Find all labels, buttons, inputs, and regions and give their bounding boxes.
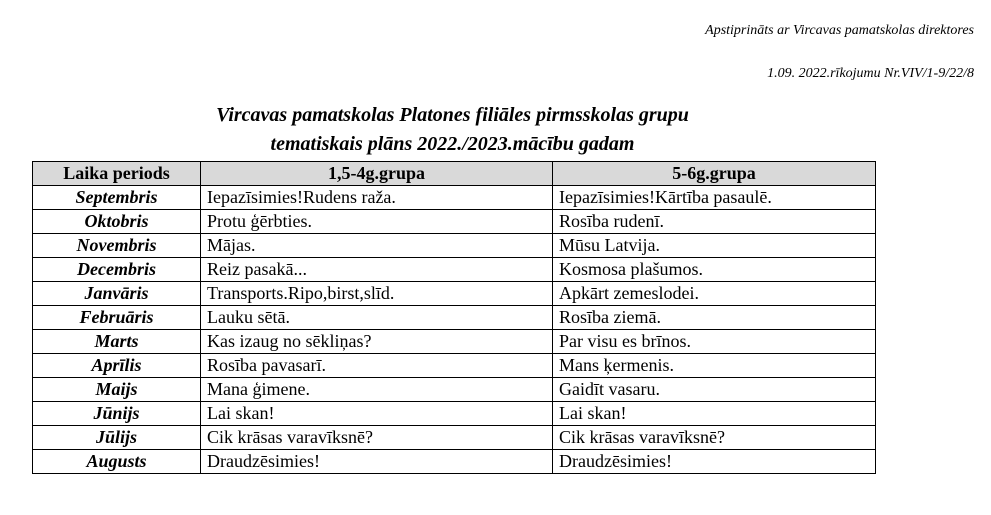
month-cell: Aprīlis — [33, 354, 201, 378]
header-period: Laika periods — [33, 162, 201, 186]
table-row — [33, 330, 876, 354]
document-title-line-1: Vircavas pamatskolas Platones filiāles pirmsskolas grupu — [216, 104, 689, 126]
table-row — [33, 282, 876, 306]
table-row — [33, 306, 876, 330]
topic-cell-group-a: Kas izaug no sēkliņas? — [201, 330, 553, 354]
topic-cell-group-a: Iepazīsimies!Rudens raža. — [201, 186, 553, 210]
month-cell: Februāris — [33, 306, 201, 330]
topic-cell-group-a: Mana ģimene. — [201, 378, 553, 402]
month-cell: Oktobris — [33, 210, 201, 234]
month-cell: Marts — [33, 330, 201, 354]
month-cell: Jūlijs — [33, 426, 201, 450]
table-row — [33, 354, 876, 378]
table-row — [33, 426, 876, 450]
topic-cell-group-b: Kosmosa plašumos. — [553, 258, 876, 282]
table-row — [33, 450, 876, 474]
topic-cell-group-a: Transports.Ripo,birst,slīd. — [201, 282, 553, 306]
topic-cell-group-b: Par visu es brīnos. — [553, 330, 876, 354]
header-group-5-6: 5-6g.grupa — [553, 162, 876, 186]
table-row — [33, 186, 876, 210]
topic-cell-group-a: Draudzēsimies! — [201, 450, 553, 474]
month-cell: Janvāris — [33, 282, 201, 306]
topic-cell-group-a: Lauku sētā. — [201, 306, 553, 330]
topic-cell-group-a: Protu ģērbties. — [201, 210, 553, 234]
month-cell: Augusts — [33, 450, 201, 474]
topic-cell-group-b: Iepazīsimies!Kārtība pasaulē. — [553, 186, 876, 210]
topic-cell-group-a: Mājas. — [201, 234, 553, 258]
topic-cell-group-a: Reiz pasakā... — [201, 258, 553, 282]
topic-cell-group-b: Cik krāsas varavīksnē? — [553, 426, 876, 450]
month-cell: Decembris — [33, 258, 201, 282]
month-cell: Novembris — [33, 234, 201, 258]
topic-cell-group-b: Rosība ziemā. — [553, 306, 876, 330]
topic-cell-group-a: Rosība pavasarī. — [201, 354, 553, 378]
table-row — [33, 258, 876, 282]
approval-note-line-1: Apstiprināts ar Vircavas pamatskolas direktores — [705, 23, 974, 38]
topic-cell-group-b: Lai skan! — [553, 402, 876, 426]
table-header-row — [33, 162, 876, 186]
table-row — [33, 234, 876, 258]
table-row — [33, 210, 876, 234]
table-row — [33, 378, 876, 402]
month-cell: Septembris — [33, 186, 201, 210]
table-row — [33, 402, 876, 426]
topic-cell-group-b: Mūsu Latvija. — [553, 234, 876, 258]
month-cell: Jūnijs — [33, 402, 201, 426]
topic-cell-group-b: Draudzēsimies! — [553, 450, 876, 474]
thematic-plan-table — [32, 161, 876, 474]
topic-cell-group-a: Lai skan! — [201, 402, 553, 426]
month-cell: Maijs — [33, 378, 201, 402]
topic-cell-group-a: Cik krāsas varavīksnē? — [201, 426, 553, 450]
topic-cell-group-b: Apkārt zemeslodei. — [553, 282, 876, 306]
header-group-1-5-4: 1,5-4g.grupa — [201, 162, 553, 186]
document-title-line-2: tematiskais plāns 2022./2023.mācību gadam — [270, 133, 635, 155]
approval-note-line-2: 1.09. 2022.rīkojumu Nr.VIV/1-9/22/8 — [767, 66, 974, 81]
topic-cell-group-b: Rosība rudenī. — [553, 210, 876, 234]
topic-cell-group-b: Gaidīt vasaru. — [553, 378, 876, 402]
topic-cell-group-b: Mans ķermenis. — [553, 354, 876, 378]
